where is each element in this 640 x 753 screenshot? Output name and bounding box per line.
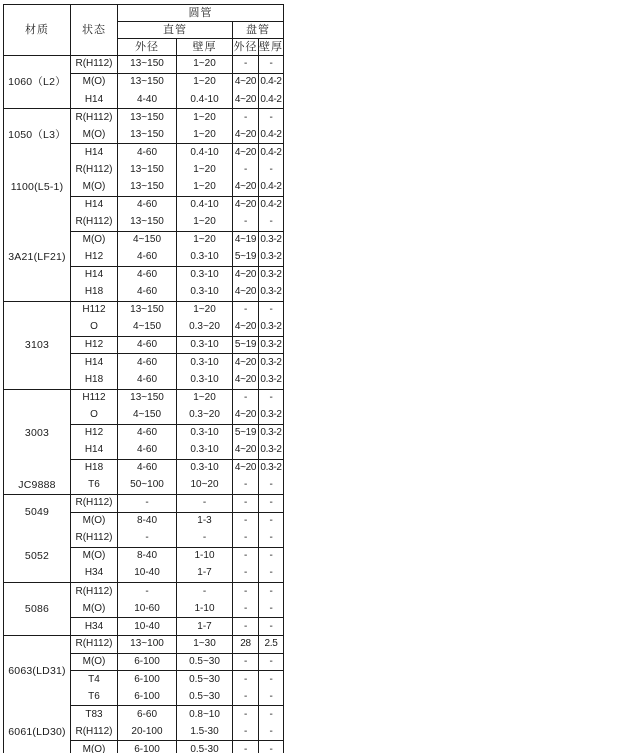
material-cell-content: [4, 109, 70, 300]
state-cell: H112: [71, 301, 118, 319]
od-straight-cell: 4~150: [118, 319, 177, 337]
wt-straight-cell: 1~20: [177, 179, 233, 196]
wt-straight-cell: 0.3~20: [177, 319, 233, 337]
od-coil-cell: 4~20: [233, 179, 259, 196]
wt-straight-cell: 0.5~30: [177, 688, 233, 706]
od-straight-cell: -: [118, 530, 177, 548]
wt-straight-cell: 1~20: [177, 389, 233, 407]
od-straight-cell: 13~150: [118, 73, 177, 91]
state-cell: H14: [71, 144, 118, 161]
state-cell: M(O): [71, 547, 118, 565]
od-coil-cell: 5~19: [233, 249, 259, 266]
od-coil-cell: 4~20: [233, 144, 259, 161]
wt-straight-cell: 0.3-10: [177, 249, 233, 266]
wt-coil-cell: -: [259, 565, 284, 583]
wt-coil-cell: 0.3-2: [259, 354, 284, 372]
material-label: JC9888: [18, 479, 56, 491]
material-cell-content: [4, 56, 70, 108]
od-coil-cell: 5~19: [233, 336, 259, 354]
od-coil-cell: 4~19: [233, 231, 259, 248]
header-row-1: [4, 5, 284, 22]
wt-straight-cell: 1~20: [177, 109, 233, 126]
state-cell: H14: [71, 442, 118, 460]
material-spec-table: [3, 4, 284, 753]
wt-straight-cell: 0.3-10: [177, 266, 233, 283]
wt-coil-cell: 0.3-2: [259, 442, 284, 460]
state-cell: R(H112): [71, 109, 118, 126]
table-row: [4, 301, 284, 319]
header-state: 状态: [71, 5, 118, 56]
wt-straight-cell: 1~30: [177, 636, 233, 654]
table-header: [4, 5, 284, 56]
state-cell: R(H112): [71, 161, 118, 178]
od-straight-cell: 4-60: [118, 442, 177, 460]
od-coil-cell: 4~20: [233, 91, 259, 109]
od-straight-cell: 4-60: [118, 424, 177, 442]
wt-straight-cell: 0.3-10: [177, 424, 233, 442]
material-cell-content: [4, 495, 70, 582]
od-straight-cell: 13~150: [118, 161, 177, 178]
od-straight-cell: 13~150: [118, 214, 177, 231]
od-coil-cell: 4~20: [233, 196, 259, 213]
od-coil-cell: -: [233, 512, 259, 530]
header-od-straight: 外径: [118, 39, 177, 56]
state-cell: H14: [71, 354, 118, 372]
od-straight-cell: 20-100: [118, 723, 177, 741]
od-straight-cell: 50~100: [118, 477, 177, 495]
state-cell: M(O): [71, 73, 118, 91]
state-cell: M(O): [71, 600, 118, 618]
wt-coil-cell: -: [259, 512, 284, 530]
od-coil-cell: -: [233, 706, 259, 724]
wt-coil-cell: -: [259, 547, 284, 565]
od-coil-cell: 4~20: [233, 266, 259, 283]
state-cell: M(O): [71, 512, 118, 530]
material-cell: [4, 494, 71, 582]
od-straight-cell: 8-40: [118, 512, 177, 530]
header-straight-tube: 直管: [118, 22, 233, 39]
wt-coil-cell: 0.3-2: [259, 284, 284, 302]
table-row: [4, 636, 284, 654]
wt-coil-cell: -: [259, 214, 284, 231]
material-cell: [4, 109, 71, 301]
material-label: 5049: [24, 506, 50, 519]
wt-coil-cell: 0.3-2: [259, 459, 284, 477]
od-coil-cell: -: [233, 582, 259, 600]
od-straight-cell: 4-60: [118, 354, 177, 372]
od-straight-cell: 13~100: [118, 636, 177, 654]
od-coil-cell: 4~20: [233, 73, 259, 91]
od-straight-cell: 4-60: [118, 336, 177, 354]
od-straight-cell: 13~150: [118, 109, 177, 126]
state-cell: H14: [71, 196, 118, 213]
wt-straight-cell: 1-10: [177, 600, 233, 618]
state-cell: M(O): [71, 231, 118, 248]
material-cell: [4, 301, 71, 389]
od-coil-cell: -: [233, 671, 259, 689]
wt-straight-cell: -: [177, 494, 233, 512]
material-label: 6063(LD31): [8, 664, 66, 677]
state-cell: O: [71, 407, 118, 425]
wt-straight-cell: 1~20: [177, 214, 233, 231]
od-straight-cell: 10-40: [118, 618, 177, 636]
state-cell: R(H112): [71, 582, 118, 600]
state-cell: R(H112): [71, 723, 118, 741]
header-wt-coil: 壁厚: [259, 39, 284, 56]
material-label: 1050（L3）: [8, 129, 66, 142]
wt-straight-cell: 1-3: [177, 512, 233, 530]
wt-coil-cell: -: [259, 706, 284, 724]
state-cell: H14: [71, 266, 118, 283]
state-cell: R(H112): [71, 530, 118, 548]
wt-coil-cell: 0.3-2: [259, 336, 284, 354]
od-coil-cell: 4~20: [233, 371, 259, 389]
od-straight-cell: 4-40: [118, 91, 177, 109]
od-coil-cell: -: [233, 494, 259, 512]
table-row: [4, 56, 284, 74]
od-straight-cell: 10-40: [118, 565, 177, 583]
table-row: [4, 389, 284, 407]
state-cell: H12: [71, 336, 118, 354]
od-coil-cell: -: [233, 109, 259, 126]
od-straight-cell: -: [118, 582, 177, 600]
wt-coil-cell: -: [259, 477, 284, 495]
state-cell: H18: [71, 371, 118, 389]
wt-coil-cell: 0.4-2: [259, 196, 284, 213]
wt-coil-cell: 0.3-2: [259, 424, 284, 442]
od-straight-cell: 13~150: [118, 126, 177, 143]
wt-coil-cell: 0.4-2: [259, 91, 284, 109]
od-straight-cell: 13~150: [118, 56, 177, 74]
header-od-coil: 外径: [233, 39, 259, 56]
od-straight-cell: 6-100: [118, 688, 177, 706]
wt-straight-cell: 1-10: [177, 547, 233, 565]
wt-straight-cell: 10~20: [177, 477, 233, 495]
material-cell: [4, 582, 71, 635]
od-coil-cell: -: [233, 477, 259, 495]
wt-coil-cell: 0.4-2: [259, 144, 284, 161]
od-coil-cell: -: [233, 547, 259, 565]
state-cell: O: [71, 319, 118, 337]
od-straight-cell: 4-60: [118, 371, 177, 389]
wt-straight-cell: 0.5~30: [177, 671, 233, 689]
wt-straight-cell: 0.3-10: [177, 336, 233, 354]
od-coil-cell: -: [233, 389, 259, 407]
wt-coil-cell: -: [259, 741, 284, 753]
state-cell: H112: [71, 389, 118, 407]
table-row: [4, 494, 284, 512]
od-straight-cell: 13~150: [118, 179, 177, 196]
header-round-tube: 圆管: [118, 5, 284, 22]
state-cell: M(O): [71, 741, 118, 753]
material-label: 5086: [24, 602, 50, 615]
header-material: 材质: [4, 5, 71, 56]
od-coil-cell: -: [233, 56, 259, 74]
od-straight-cell: 4-60: [118, 459, 177, 477]
state-cell: R(H112): [71, 214, 118, 231]
od-coil-cell: 4~20: [233, 459, 259, 477]
wt-coil-cell: 0.3-2: [259, 319, 284, 337]
material-label: 3003: [24, 426, 50, 439]
material-cell-content: [4, 302, 70, 389]
wt-coil-cell: 0.3-2: [259, 371, 284, 389]
od-straight-cell: 4~150: [118, 231, 177, 248]
wt-straight-cell: 1~20: [177, 126, 233, 143]
wt-straight-cell: 0.5-30: [177, 741, 233, 753]
wt-coil-cell: -: [259, 56, 284, 74]
od-coil-cell: 4~20: [233, 126, 259, 143]
od-coil-cell: 4~20: [233, 442, 259, 460]
od-coil-cell: -: [233, 214, 259, 231]
state-cell: H18: [71, 459, 118, 477]
wt-straight-cell: -: [177, 530, 233, 548]
state-cell: H12: [71, 249, 118, 266]
wt-straight-cell: 0.3-10: [177, 459, 233, 477]
material-cell: [4, 636, 71, 753]
material-label: 6061(LD30): [8, 725, 66, 738]
od-coil-cell: 4~20: [233, 284, 259, 302]
wt-straight-cell: 1~20: [177, 56, 233, 74]
wt-coil-cell: -: [259, 494, 284, 512]
material-label: 1100(L5-1): [10, 181, 64, 194]
header-coil-tube: 盘管: [233, 22, 284, 39]
material-label: 3A21(LF21): [8, 250, 66, 263]
wt-straight-cell: 0.4-10: [177, 196, 233, 213]
wt-coil-cell: -: [259, 671, 284, 689]
wt-straight-cell: -: [177, 582, 233, 600]
state-cell: H34: [71, 618, 118, 636]
material-cell: [4, 389, 71, 494]
material-label: 3103: [24, 338, 50, 351]
wt-coil-cell: 2.5: [259, 636, 284, 654]
wt-straight-cell: 1~20: [177, 231, 233, 248]
state-cell: T6: [71, 688, 118, 706]
wt-coil-cell: 0.4-2: [259, 179, 284, 196]
wt-coil-cell: 0.3-2: [259, 231, 284, 248]
wt-straight-cell: 1~20: [177, 161, 233, 178]
od-coil-cell: -: [233, 723, 259, 741]
material-cell-content: [4, 390, 70, 494]
wt-coil-cell: 0.3-2: [259, 407, 284, 425]
od-straight-cell: 4-60: [118, 249, 177, 266]
od-straight-cell: 4-60: [118, 144, 177, 161]
od-straight-cell: 8-40: [118, 547, 177, 565]
od-straight-cell: 4-60: [118, 196, 177, 213]
wt-straight-cell: 0.3-10: [177, 354, 233, 372]
material-label: 5052: [24, 549, 50, 562]
wt-coil-cell: -: [259, 653, 284, 671]
header-wt-straight: 壁厚: [177, 39, 233, 56]
od-coil-cell: -: [233, 618, 259, 636]
wt-coil-cell: -: [259, 109, 284, 126]
od-straight-cell: 13~150: [118, 301, 177, 319]
wt-straight-cell: 0.4-10: [177, 144, 233, 161]
material-cell-content: [4, 583, 70, 635]
wt-straight-cell: 1.5-30: [177, 723, 233, 741]
state-cell: H34: [71, 565, 118, 583]
state-cell: M(O): [71, 653, 118, 671]
wt-coil-cell: 0.3-2: [259, 266, 284, 283]
material-cell: [4, 56, 71, 109]
state-cell: H14: [71, 91, 118, 109]
wt-coil-cell: -: [259, 161, 284, 178]
state-cell: M(O): [71, 126, 118, 143]
state-cell: H18: [71, 284, 118, 302]
od-coil-cell: 4~20: [233, 319, 259, 337]
table-body: [4, 56, 284, 753]
material-cell-content: [4, 636, 70, 753]
wt-straight-cell: 0.3-10: [177, 284, 233, 302]
od-coil-cell: -: [233, 565, 259, 583]
wt-coil-cell: -: [259, 688, 284, 706]
wt-straight-cell: 0.4-10: [177, 91, 233, 109]
wt-coil-cell: 0.4-2: [259, 126, 284, 143]
state-cell: R(H112): [71, 636, 118, 654]
od-coil-cell: -: [233, 600, 259, 618]
wt-straight-cell: 1-7: [177, 618, 233, 636]
wt-coil-cell: -: [259, 618, 284, 636]
wt-straight-cell: 1~20: [177, 301, 233, 319]
od-coil-cell: 4~20: [233, 407, 259, 425]
od-coil-cell: -: [233, 161, 259, 178]
wt-straight-cell: 0.3~20: [177, 407, 233, 425]
wt-straight-cell: 0.3-10: [177, 371, 233, 389]
od-straight-cell: 6-60: [118, 706, 177, 724]
wt-straight-cell: 0.8~10: [177, 706, 233, 724]
wt-straight-cell: 0.5~30: [177, 653, 233, 671]
state-cell: T4: [71, 671, 118, 689]
od-straight-cell: 10-60: [118, 600, 177, 618]
od-coil-cell: 28: [233, 636, 259, 654]
wt-coil-cell: -: [259, 582, 284, 600]
wt-straight-cell: 1-7: [177, 565, 233, 583]
table-row: [4, 582, 284, 600]
od-straight-cell: 6-100: [118, 653, 177, 671]
od-coil-cell: -: [233, 653, 259, 671]
wt-coil-cell: -: [259, 301, 284, 319]
state-cell: R(H112): [71, 494, 118, 512]
state-cell: H12: [71, 424, 118, 442]
od-straight-cell: -: [118, 494, 177, 512]
wt-straight-cell: 1~20: [177, 73, 233, 91]
state-cell: T6: [71, 477, 118, 495]
od-straight-cell: 6-100: [118, 671, 177, 689]
od-straight-cell: 6-100: [118, 741, 177, 753]
wt-coil-cell: -: [259, 723, 284, 741]
od-coil-cell: -: [233, 688, 259, 706]
od-coil-cell: -: [233, 530, 259, 548]
od-coil-cell: -: [233, 301, 259, 319]
material-label: 1060（L2）: [8, 75, 66, 88]
state-cell: M(O): [71, 179, 118, 196]
od-coil-cell: 4~20: [233, 354, 259, 372]
state-cell: T83: [71, 706, 118, 724]
od-coil-cell: 5~19: [233, 424, 259, 442]
table-row: [4, 109, 284, 126]
od-straight-cell: 4-60: [118, 266, 177, 283]
od-straight-cell: 4~150: [118, 407, 177, 425]
wt-coil-cell: -: [259, 530, 284, 548]
wt-straight-cell: 0.3-10: [177, 442, 233, 460]
wt-coil-cell: -: [259, 389, 284, 407]
od-coil-cell: -: [233, 741, 259, 753]
od-straight-cell: 13~150: [118, 389, 177, 407]
state-cell: R(H112): [71, 56, 118, 74]
wt-coil-cell: 0.4-2: [259, 73, 284, 91]
od-straight-cell: 4-60: [118, 284, 177, 302]
wt-coil-cell: 0.3-2: [259, 249, 284, 266]
wt-coil-cell: -: [259, 600, 284, 618]
